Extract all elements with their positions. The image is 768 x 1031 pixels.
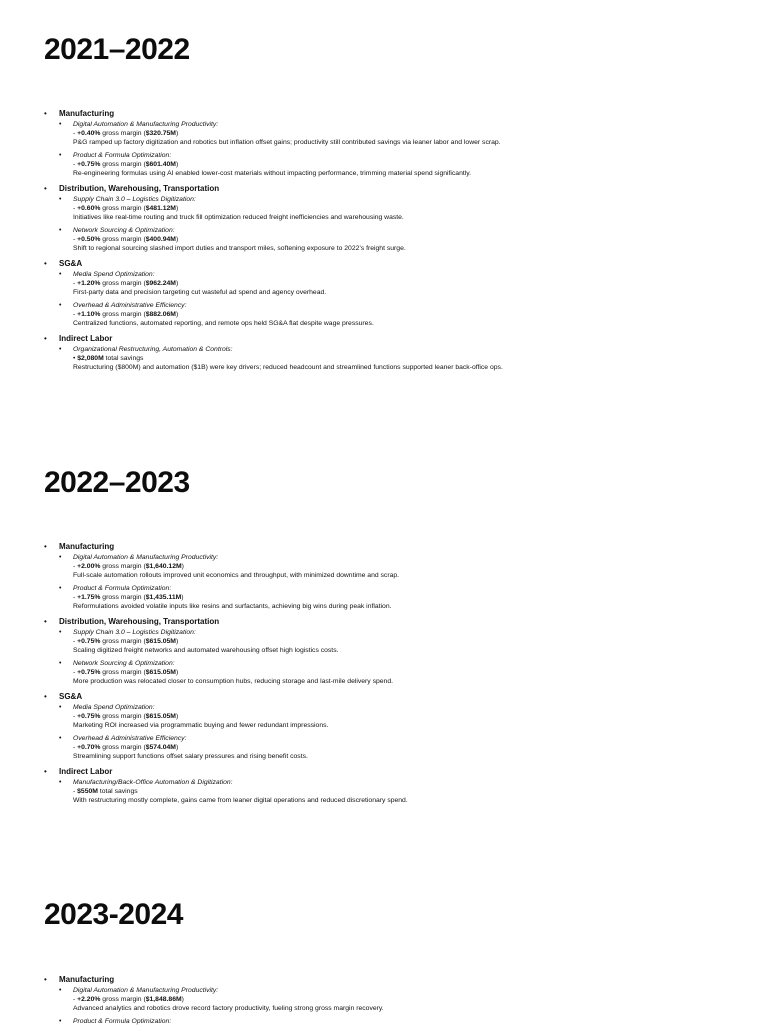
- item-metric: - +1.10% gross margin ($882.06M): [73, 311, 179, 318]
- list-item: [59, 703, 744, 730]
- list-item: [59, 345, 744, 372]
- item-description: Advanced analytics and robotics drove record factory productivity, fueling strong gross margin recovery.: [73, 1005, 384, 1012]
- item-metric: - +2.00% gross margin ($1,640.12M): [73, 563, 184, 570]
- item-list: [59, 120, 744, 178]
- item-metric: - +0.75% gross margin ($615.05M): [73, 638, 179, 645]
- category-title: • Distribution, Warehousing, Transportation: [59, 617, 220, 626]
- item-description: Centralized functions, automated reporting, and remote ops held SG&A flat despite wage pressures.: [73, 320, 374, 327]
- item-metric: - +0.70% gross margin ($574.04M): [73, 744, 179, 751]
- category-manufacturing: [44, 974, 744, 1026]
- category-manufacturing: [44, 108, 744, 178]
- list-item: [59, 553, 744, 580]
- category-title: • Manufacturing: [59, 975, 115, 984]
- section-year-heading: 2021–2022: [44, 33, 190, 66]
- item-title: • Digital Automation & Manufacturing Productivity:: [73, 554, 219, 561]
- item-list: [59, 553, 744, 611]
- item-metric: • $2,080M total savings: [73, 355, 144, 362]
- list-item: [59, 226, 744, 253]
- category-list: [44, 541, 744, 810]
- list-item: [59, 778, 744, 805]
- list-item: [59, 659, 744, 686]
- item-title: • Organizational Restructuring, Automation & Controls:: [73, 346, 233, 353]
- item-title: • Supply Chain 3.0 – Logistics Digitization:: [73, 196, 196, 203]
- item-metric: - +0.75% gross margin ($615.05M): [73, 669, 179, 676]
- item-description: Streamlining support functions offset salary pressures and rising benefit costs.: [73, 753, 308, 760]
- item-title: • Supply Chain 3.0 – Logistics Digitization:: [73, 629, 196, 636]
- item-metric: - +0.40% gross margin ($320.75M): [73, 130, 179, 137]
- list-item: [59, 301, 744, 328]
- category-sga: [44, 258, 744, 328]
- item-description: Full-scale automation rollouts improved unit economics and throughput, with minimized downtime and scrap.: [73, 572, 400, 579]
- category-sga: [44, 691, 744, 761]
- category-distribution: [44, 183, 744, 253]
- item-list: [59, 195, 744, 253]
- item-title: • Product & Formula Optimization:: [73, 585, 172, 592]
- item-title: • Product & Formula Optimization:: [73, 152, 172, 159]
- item-description: Re-engineering formulas using AI enabled lower-cost materials without impacting performance, trimming material spend significantly.: [73, 170, 472, 177]
- item-list: [59, 986, 744, 1026]
- item-title: • Digital Automation & Manufacturing Productivity:: [73, 987, 219, 994]
- item-metric: - +0.75% gross margin ($615.05M): [73, 713, 179, 720]
- item-metric: - $550M total savings: [73, 788, 138, 795]
- category-title: • SG&A: [59, 259, 83, 268]
- item-description: First-party data and precision targeting cut wasteful ad spend and agency overhead.: [73, 289, 327, 296]
- item-metric: - +1.20% gross margin ($962.24M): [73, 280, 179, 287]
- item-description: Scaling digitized freight networks and automated warehousing offset high logistics costs.: [73, 647, 339, 654]
- category-manufacturing: [44, 541, 744, 611]
- item-list: [59, 345, 744, 372]
- category-title: • Distribution, Warehousing, Transportation: [59, 184, 220, 193]
- item-title: • Network Sourcing & Optimization:: [73, 660, 175, 667]
- item-title: • Digital Automation & Manufacturing Productivity:: [73, 121, 219, 128]
- category-title: • Manufacturing: [59, 542, 115, 551]
- item-list: [59, 270, 744, 328]
- list-item: [59, 195, 744, 222]
- category-indirect-labor: [44, 333, 744, 372]
- item-description: Marketing ROI increased via programmatic buying and fewer redundant impressions.: [73, 722, 329, 729]
- item-description: Restructuring ($800M) and automation ($1B) were key drivers; reduced headcount and streamlined functions supported leaner back-office ops.: [73, 364, 503, 371]
- section-year-heading: 2022–2023: [44, 466, 190, 499]
- item-title: • Media Spend Optimization:: [73, 704, 155, 711]
- item-description: Shift to regional sourcing slashed import duties and transport miles, softening exposure to 2022’s freight surge.: [73, 245, 406, 252]
- item-description: With restructuring mostly complete, gains came from leaner digital operations and reduced discretionary spend.: [73, 797, 408, 804]
- item-title: • Product & Formula Optimization:: [73, 1018, 172, 1025]
- item-description: More production was relocated closer to consumption hubs, reducing storage and last-mile delivery spend.: [73, 678, 394, 685]
- item-list: [59, 628, 744, 686]
- item-title: • Media Spend Optimization:: [73, 271, 155, 278]
- item-title: • Network Sourcing & Optimization:: [73, 227, 175, 234]
- list-item: [59, 151, 744, 178]
- item-list: [59, 703, 744, 761]
- item-list: [59, 778, 744, 805]
- category-title: • Indirect Labor: [59, 334, 113, 343]
- item-metric: - +0.60% gross margin ($481.12M): [73, 205, 179, 212]
- item-title: • Overhead & Administrative Efficiency:: [73, 302, 187, 309]
- list-item: [59, 734, 744, 761]
- category-list: [44, 974, 744, 1031]
- item-metric: - +1.75% gross margin ($1,435.11M): [73, 594, 184, 601]
- category-list: [44, 108, 744, 377]
- list-item: [59, 1017, 744, 1026]
- list-item: [59, 584, 744, 611]
- item-title: • Manufacturing/Back-Office Automation & Digitization:: [73, 779, 233, 786]
- item-metric: - +0.50% gross margin ($400.94M): [73, 236, 179, 243]
- item-metric: - +0.75% gross margin ($601.40M): [73, 161, 179, 168]
- item-title: • Overhead & Administrative Efficiency:: [73, 735, 187, 742]
- item-description: Initiatives like real-time routing and truck fill optimization reduced freight inefficiencies and warehousing waste.: [73, 214, 404, 221]
- list-item: [59, 120, 744, 147]
- category-title: • Indirect Labor: [59, 767, 113, 776]
- category-title: • SG&A: [59, 692, 83, 701]
- category-indirect-labor: [44, 766, 744, 805]
- section-year-heading: 2023-2024: [44, 898, 183, 931]
- category-distribution: [44, 616, 744, 686]
- category-title: • Manufacturing: [59, 109, 115, 118]
- list-item: [59, 986, 744, 1013]
- item-description: P&G ramped up factory digitization and robotics but inflation offset gains; productivity still contributed savings via leaner labor and lower scrap.: [73, 139, 501, 146]
- list-item: [59, 270, 744, 297]
- list-item: [59, 628, 744, 655]
- item-description: Reformulations avoided volatile inputs like resins and surfactants, achieving big wins during peak inflation.: [73, 603, 392, 610]
- item-metric: - +2.20% gross margin ($1,848.86M): [73, 996, 184, 1003]
